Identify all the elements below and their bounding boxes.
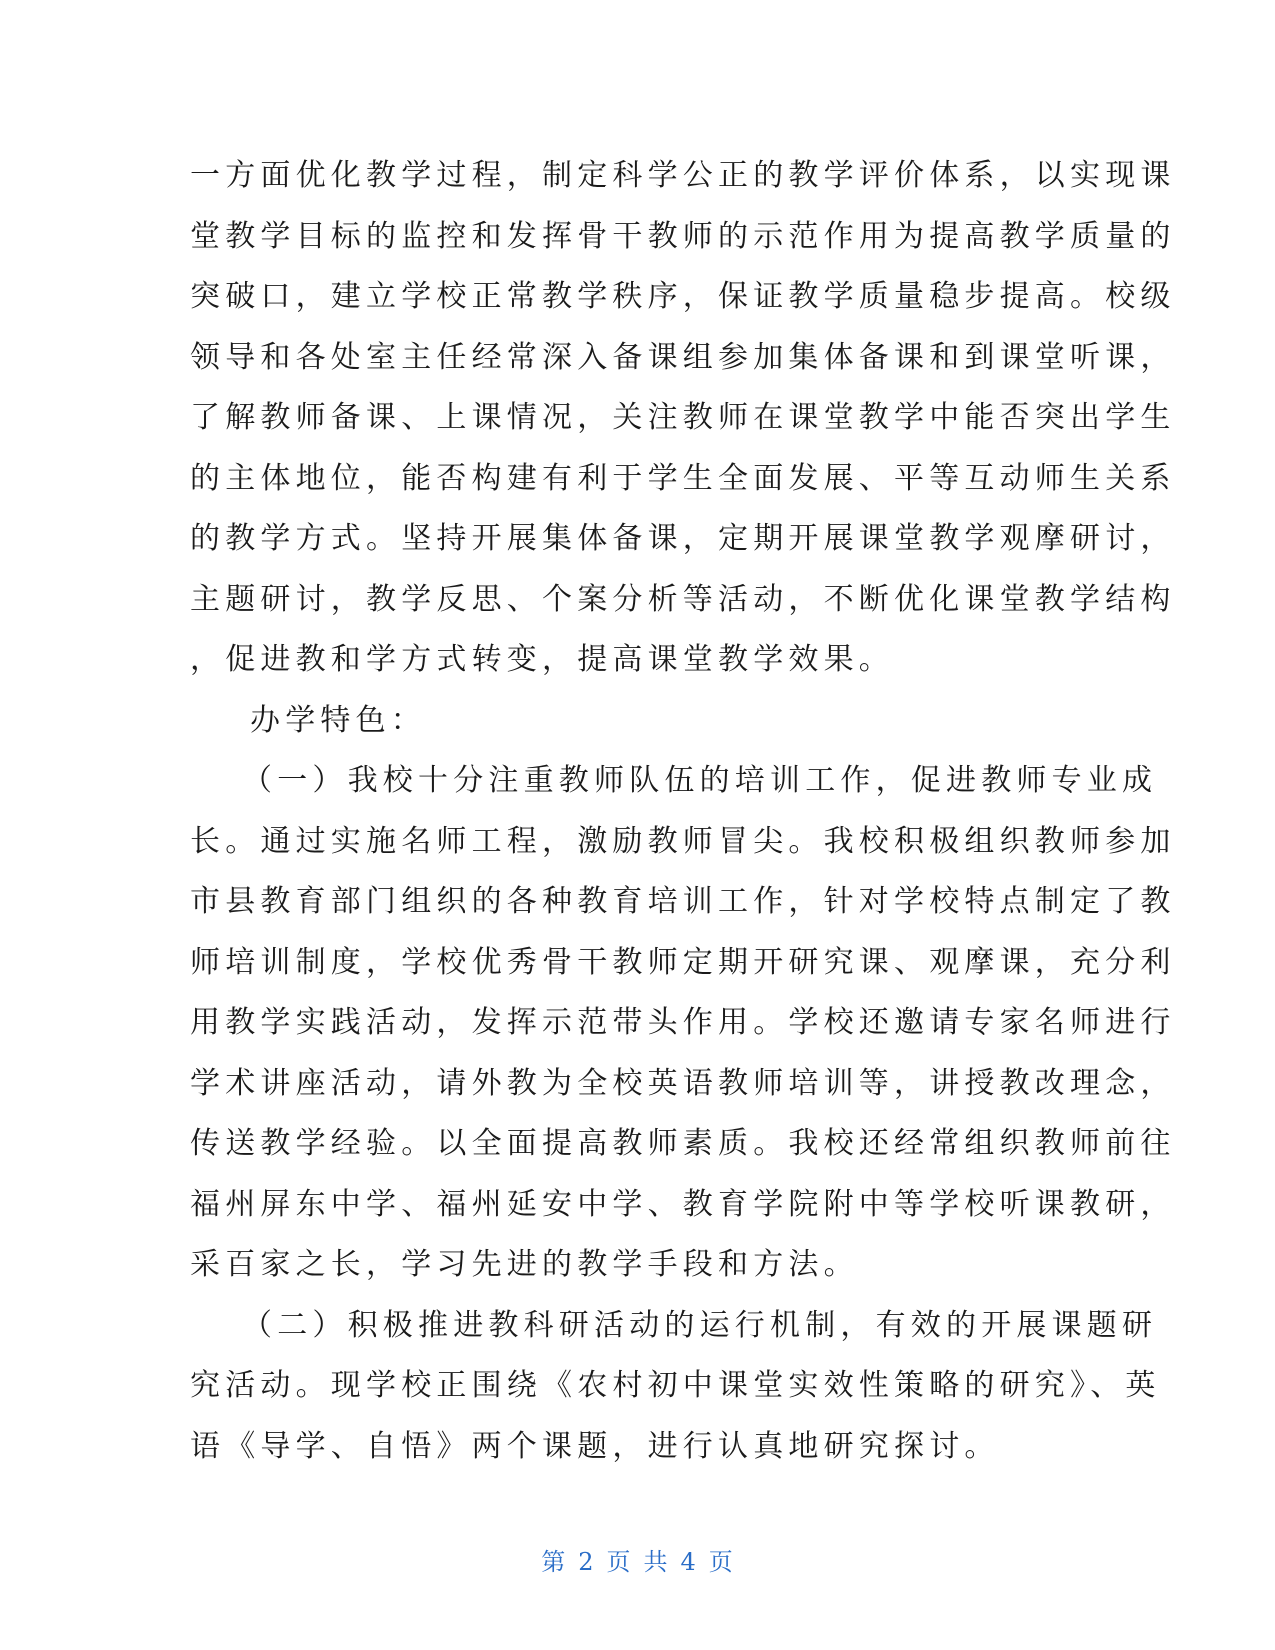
text-line: 堂教学目标的监控和发挥骨干教师的示范作用为提高教学质量的 bbox=[190, 218, 1176, 254]
section-heading: 办学特色： bbox=[250, 702, 426, 738]
text-line: 领导和各处室主任经常深入备课组参加集体备课和到课堂听课， bbox=[190, 339, 1176, 375]
text-line: （一）我校十分注重教师队伍的培训工作，促进教师专业成 bbox=[242, 763, 1158, 798]
text-line: 长。通过实施名师工程，激励教师冒尖。我校积极组织教师参加 bbox=[190, 823, 1176, 859]
page-footer bbox=[0, 1542, 1275, 1577]
text-line: 的教学方式。坚持开展集体备课，定期开展课堂教学观摩研讨， bbox=[190, 521, 1176, 556]
text-line: 的主体地位，能否构建有利于学生全面发展、平等互动师生关系 bbox=[190, 460, 1176, 496]
text-line: （二）积极推进教科研活动的运行机制，有效的开展课题研 bbox=[242, 1307, 1158, 1343]
text-line: 用教学实践活动，发挥示范带头作用。学校还邀请专家名师进行 bbox=[190, 1005, 1176, 1040]
footer-prefix: 第 bbox=[541, 1548, 567, 1576]
footer-current-page: 2 bbox=[578, 1548, 595, 1576]
text-line: 市县教育部门组织的各种教育培训工作，针对学校特点制定了教 bbox=[190, 884, 1176, 919]
text-line: 学术讲座活动，请外教为全校英语教师培训等，讲授教改理念， bbox=[190, 1065, 1176, 1101]
text-line: 一方面优化教学过程，制定科学公正的教学评价体系，以实现课 bbox=[190, 158, 1176, 193]
text-line: 主题研讨，教学反思、个案分析等活动，不断优化课堂教学结构 bbox=[190, 581, 1176, 617]
text-line: 传送教学经验。以全面提高教师素质。我校还经常组织教师前往 bbox=[190, 1126, 1176, 1161]
text-line: 究活动。现学校正围绕《农村初中课堂实效性策略的研究》、英 bbox=[190, 1368, 1161, 1403]
text-line: ，促进教和学方式转变，提高课堂教学效果。 bbox=[190, 642, 894, 677]
footer-page-word: 页 bbox=[606, 1548, 632, 1576]
text-line: 了解教师备课、上课情况，关注教师在课堂教学中能否突出学生 bbox=[190, 400, 1176, 435]
text-line: 福州屏东中学、福州延安中学、教育学院附中等学校听课教研， bbox=[190, 1186, 1176, 1222]
footer-suffix: 页 bbox=[708, 1548, 734, 1576]
document-body bbox=[190, 146, 1176, 1477]
text-line: 师培训制度，学校优秀骨干教师定期开研究课、观摩课，充分利 bbox=[190, 944, 1176, 980]
paragraph-one bbox=[190, 751, 1176, 1296]
paragraph-two bbox=[190, 1296, 1161, 1478]
footer-total-pages: 4 bbox=[680, 1548, 697, 1576]
text-line: 突破口，建立学校正常教学秩序，保证教学质量稳步提高。校级 bbox=[190, 279, 1176, 314]
footer-total-word: 共 bbox=[643, 1548, 669, 1576]
text-line: 采百家之长，学习先进的教学手段和方法。 bbox=[190, 1247, 859, 1282]
text-line: 语《导学、自悟》两个课题，进行认真地研究探讨。 bbox=[190, 1428, 1000, 1464]
paragraph-intro bbox=[190, 146, 1176, 691]
